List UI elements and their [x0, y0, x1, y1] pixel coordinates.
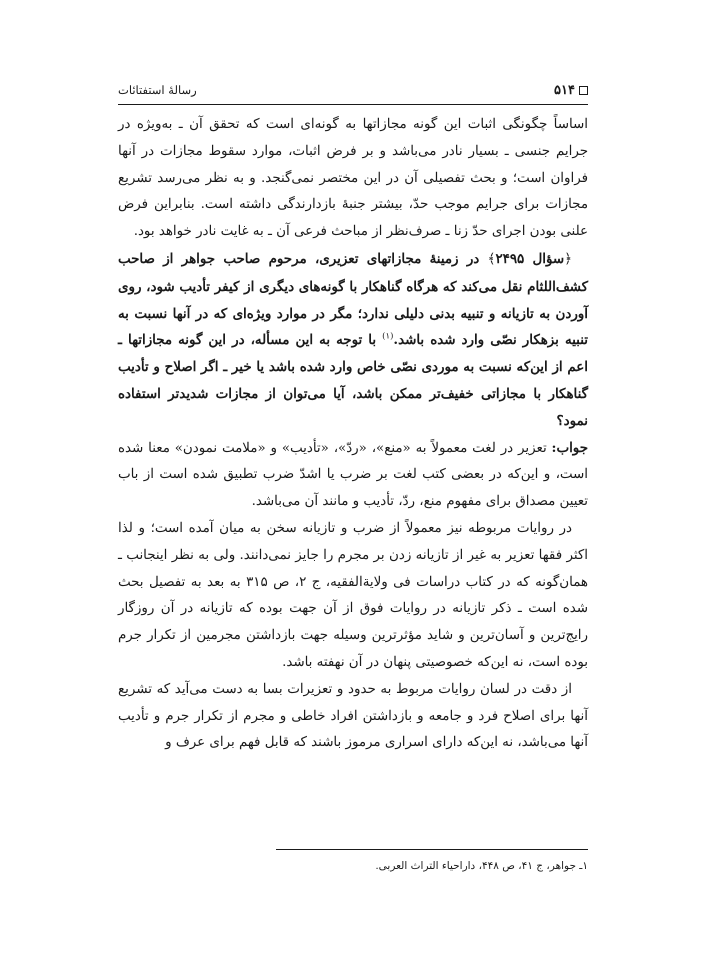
page-header [118, 78, 588, 102]
answer-text-1: تعزیر در لغت معمولاً به «منع»، «ردّ»، «تأدیب» و «ملامت نمودن» معنا شده است، و این‌که در بعضی کتب لغت بر ضرب یا اشدّ ضرب تطبیق شده است از باب تعیین مصداق برای مفهوم منع، ردّ، تأدیب و مانند آن می‌باشد. [118, 440, 588, 510]
question-text-continued: با توجه به این مسأله، در این گونه مجازاتها ـ اعم از این‌که نسبت به موردی نصّی خاص وارد شده باشد یا خیر ـ اگر اصلاح و تأدیب گناهکار با مجازاتی خفیف‌تر ممکن باشد، آیا می‌توان از مجازات شدیدتر استفاده نمود؟ [118, 332, 588, 429]
main-text [118, 112, 588, 757]
answer-paragraph-1 [118, 435, 588, 516]
footnote-rule [276, 849, 588, 850]
square-ornament-icon [579, 86, 588, 95]
footnote-marker[interactable]: (۱) [382, 331, 394, 342]
question-label: سؤال ۲۴۹۵ [495, 250, 565, 267]
footnote: ۱ـ جواهر، ج ۴۱، ص ۴۴۸، داراحیاء التراث العربی. [375, 860, 588, 872]
question-2495 [118, 246, 588, 435]
running-title: رسالهٔ استفتائات [118, 83, 197, 97]
header-rule [118, 104, 588, 105]
question-text: در زمینهٔ مجازاتهای تعزیری، مرحوم صاحب جواهر از صاحب کشف‌اللثام نقل می‌کند که هرگاه گناهکار با گونه‌های دیگری از کیفر تأدیب شود، روی آوردن به تازیانه و تنبیه بدنی دلیلی ندارد؛ مگر در موارد ویژه‌ای که در آنها نسبت به تنبیه بزهکار نصّی وارد شده باشد. [118, 250, 588, 349]
answer-paragraph-2: در روایات مربوطه نیز معمولاً از ضرب و تازیانه سخن به میان آمده است؛ و لذا اکثر فقها تعزیر به غیر از تازیانه زدن بر مجرم را جایز نمی‌دانند. ولی به نظر اینجانب ـ همان‌گونه که در کتاب دراسات فی ولایة‌الفقیه، ج ۲، ص ۳۱۵ به بعد به تفصیل بحث شده است ـ ذکر تازیانه در روایات فوق از آن جهت بوده که تازیانه در آن روزگار رایج‌ترین و آسان‌ترین و شاید مؤثرترین وسیله جهت بازداشتن مجرمین از تکرار جرم بوده است، نه این‌که خصوصیتی پنهان در آن نهفته باشد. [118, 520, 588, 670]
answer-paragraph-3: از دقت در لسان روایات مربوط به حدود و تعزیرات بسا به دست می‌آید که تشریع آنها برای اصلاح فرد و جامعه و بازداشتن افراد خاطی و مجرم از تکرار جرم و تأدیب آنها می‌باشد، نه این‌که دارای اسراری مرموز باشند که قابل فهم برای عرف و [118, 681, 588, 751]
question-ornament-close: ﴾ [487, 251, 496, 267]
page-number-group [554, 83, 588, 98]
answer-label: جواب: [551, 439, 588, 456]
page-number: ۵۱۴ [554, 82, 575, 98]
question-ornament-open: ﴿ [564, 251, 572, 267]
paragraph-1: اساساً چگونگی اثبات این گونه مجازاتها به گونه‌ای است که تحقق آن ـ به‌ویژه در جرایم جنسی ـ بسیار نادر می‌باشد و بر فرض اثبات، موارد سقوط مجازات در آنها فراوان است؛ و بحث تفصیلی آن در این مختصر نمی‌گنجد. و به نظر می‌رسد تشریع مجازات برای جرایم موجب حدّ، بیشتر جنبهٔ بازدارندگی داشته است. بنابراین فرض علنی بودن اجرای حدّ زنا ـ صرف‌نظر از مباحث فرعی آن ـ به غایت نادر خواهد بود. [118, 117, 588, 240]
